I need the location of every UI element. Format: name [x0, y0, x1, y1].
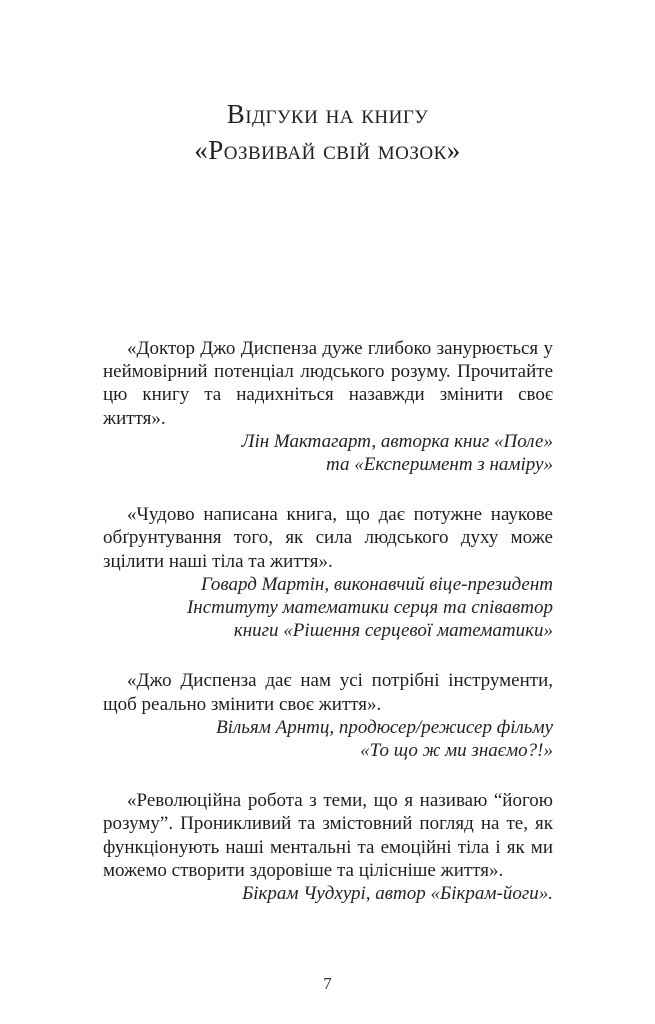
review-quote: «Чудово написана книга, що дає потужне наукове обґрунтування того, як сила людського духу може зцілити наші тіла та життя». — [103, 504, 553, 572]
page-number: 7 — [323, 974, 332, 993]
page-title — [0, 96, 655, 168]
review-item — [103, 669, 553, 762]
review-item — [103, 789, 553, 905]
review-attribution — [103, 882, 553, 905]
attribution-line: книги «Рішення серцевої математики» — [233, 620, 553, 642]
attribution-line: та «Експеримент з наміру» — [326, 454, 553, 476]
title-line-1: Відгуки на книгу — [226, 99, 429, 129]
attribution-line: Інституту математики серця та співавтор — [186, 597, 553, 619]
review-item — [103, 503, 553, 642]
attribution-line: Говард Мартін, виконавчий віце-президент — [201, 573, 553, 595]
review-attribution — [103, 430, 553, 476]
reviews-list — [103, 337, 553, 932]
review-item — [103, 337, 553, 476]
review-attribution — [103, 716, 553, 762]
title-line-2: «Розвивай свій мозок» — [194, 135, 461, 165]
review-quote: «Революційна робота з теми, що я називаю “йогою розуму”. Проникливий та змістовний погляд на те, як функціонують наші ментальні та емоційні тіла і як ми можемо створити здоровіше та цілісніше життя». — [103, 790, 553, 881]
attribution-line: «То що ж ми знаємо?!» — [360, 740, 553, 762]
review-attribution — [103, 573, 553, 643]
review-quote: «Доктор Джо Диспенза дуже глибоко занурюється у неймовірний потенціал людського розуму. Прочитайте цю книгу та надихніться назавжди змінити своє життя». — [103, 338, 553, 429]
attribution-line: Лін Мактагарт, авторка книг «Поле» — [241, 430, 553, 452]
attribution-line: Бікрам Чудхурі, автор «Бікрам-йоги». — [242, 883, 553, 905]
review-quote: «Джо Диспенза дає нам усі потрібні інструменти, щоб реально змінити своє життя». — [103, 670, 553, 715]
attribution-line: Вільям Арнтц, продюсер/режисер фільму — [216, 716, 553, 738]
